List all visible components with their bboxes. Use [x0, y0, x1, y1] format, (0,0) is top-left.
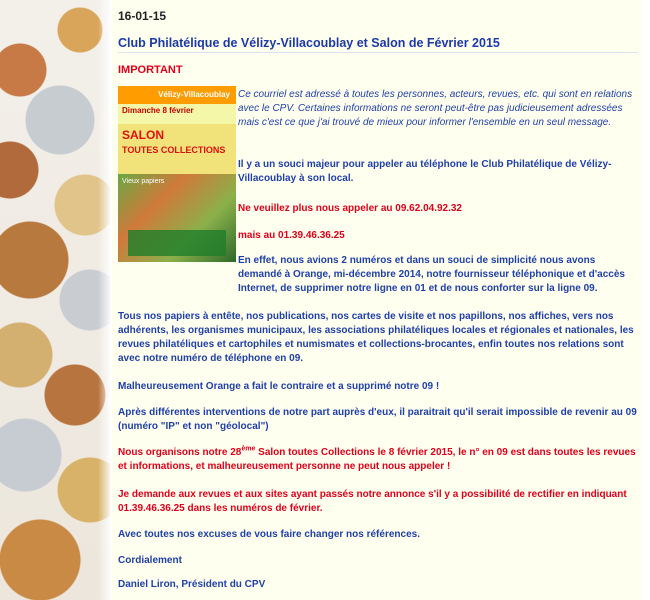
old-number-paragraph: Ne veuillez plus nous appeler au 09.62.04.92.32 [238, 203, 462, 214]
excuses-paragraph: Avec toutes nos excuses de vous faire changer nos références. [118, 529, 420, 540]
email-date: 16-01-15 [118, 9, 167, 23]
effet-paragraph: En effet, nous avions 2 numéros et dans un souci de simplicité nous avons demandé à Orange, mi-décembre 2014, notre fournisseur téléphonique et d'accès Internet, de supprimer notre ligne en 01 et de nous conforter sur la ligne 09. [238, 255, 625, 294]
closing-paragraph: Cordialement [118, 555, 182, 566]
salon-text-a: Nous organisons notre 28 [118, 447, 242, 458]
souci-paragraph: Il y a un souci majeur pour appeler au téléphone le Club Philatélique de Vélizy-Villacoublay à son local. [238, 159, 612, 184]
new-number-paragraph: mais au 01.39.46.36.25 [238, 230, 345, 241]
tous-paragraph: Tous nos papiers à entête, nos publications, nos cartes de visite et nos papillons, nos affiches, vers nos adhérents, les organismes municipaux, les associations philatéliques locales et régionales et nationales, les revues philatéliques et cartophiles et numismates et collections-brocantes, enfin toutes nos relations sont avec notre numéro de téléphone en 09. [118, 311, 634, 364]
poster-date-line: Dimanche 8 février [122, 106, 194, 115]
poster-salon-label: SALON [122, 128, 164, 142]
intro-paragraph: Ce courriel est adressé à toutes les personnes, acteurs, revues, etc. qui sont en relations avec le CPV. Certaines informations ne seront peut-être pas judicieusement adressées mais c'est ce que j'ai trouvé de mieux pour informer l'ensemble en un seul message. [238, 89, 633, 128]
title-divider [118, 52, 638, 53]
salon-paragraph [118, 446, 638, 474]
important-label: IMPORTANT [118, 64, 183, 76]
poster-papers-label: Vieux papiers [122, 178, 165, 185]
coins-background-image [0, 0, 110, 600]
demande-paragraph: Je demande aux revues et aux sites ayant passés notre annonce s'il y a possibilité de rectifier en indiquant 01.39.46.36.25 dans les numéros de février. [118, 489, 627, 514]
poster-collections-label: TOUTES COLLECTIONS [122, 145, 226, 155]
ordinal-suffix: ème [241, 445, 256, 453]
poster-photo [118, 174, 236, 262]
poster-salon-text [118, 124, 236, 174]
signature: Daniel Liron, Président du CPV [118, 579, 266, 590]
salon-text-b: Salon toutes Collections le 8 février 2015, le n° en 09 est dans toutes les revues et informations, et malheureusement personne ne peut nous appeler ! [118, 447, 636, 472]
apres-paragraph: Après différentes interventions de notre part auprès d'eux, il paraitrait qu'il serait impossible de revenir au 09 (numéro "IP" et non "géolocal") [118, 407, 637, 432]
email-content [112, 0, 642, 600]
email-title: Club Philatélique de Vélizy-Villacoublay et Salon de Février 2015 [118, 36, 500, 50]
poster-top-line: Vélizy-Villacoublay [118, 86, 236, 104]
salon-poster-image [118, 86, 236, 262]
malheur-paragraph: Malheureusement Orange a fait le contraire et a supprimé notre 09 ! [118, 381, 440, 392]
poster-stamps-strip [128, 230, 226, 256]
